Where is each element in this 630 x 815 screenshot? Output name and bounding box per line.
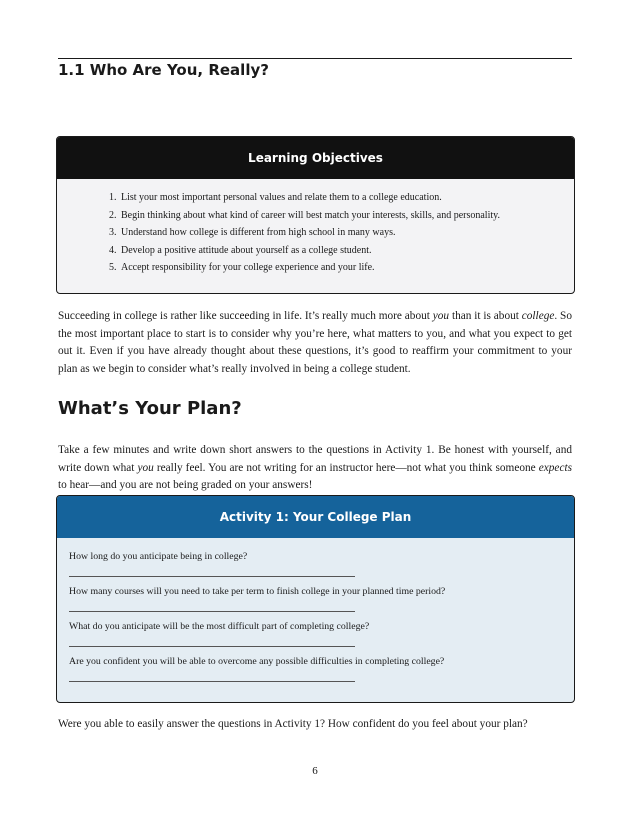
intro-emphasis: college xyxy=(521,310,555,322)
intro-text: . So the most important place to start is to consider why you’re here, what matters to you, and what you expect to get out it. Even if you have already thought about these questions, it’s good to reaffirm your commitment to your plan as we begin to consider what’s really involved in being a college student. xyxy=(58,310,572,375)
closing-paragraph: Were you able to easily answer the questions in Activity 1? How confident do you feel about your plan? xyxy=(58,718,528,730)
plan-emphasis: expects xyxy=(538,461,572,474)
question-item xyxy=(69,651,574,686)
objective-item: 4. Develop a positive attitude about yourself as a college student. xyxy=(119,242,574,260)
question-item xyxy=(69,581,574,616)
question-text: Are you confident you will be able to overcome any possible difficulties in completing college? xyxy=(69,656,445,667)
question-item xyxy=(69,546,574,581)
question-text: What do you anticipate will be the most difficult part of completing college? xyxy=(69,621,370,632)
activity-box xyxy=(56,495,575,703)
objective-item: 1. List your most important personal values and relate them to a college education. xyxy=(119,189,574,207)
intro-text: than it is about xyxy=(449,310,522,322)
answer-line[interactable] xyxy=(69,681,355,682)
learning-objectives-heading: Learning Objectives xyxy=(57,137,574,179)
question-text: How long do you anticipate being in college? xyxy=(69,551,248,562)
answer-line[interactable] xyxy=(69,611,355,612)
plan-heading: What’s Your Plan? xyxy=(58,398,242,419)
plan-emphasis: you xyxy=(137,461,154,474)
activity-heading: Activity 1: Your College Plan xyxy=(57,496,574,538)
plan-text: really feel. You are not writing for an instructor here—not what you think someone xyxy=(153,461,539,474)
intro-text: Succeeding in college is rather like succeeding in life. It’s really much more about xyxy=(58,310,433,322)
objective-item: 2. Begin thinking about what kind of career will best match your interests, skills, and personality. xyxy=(119,207,574,225)
objective-item: 5. Accept responsibility for your college experience and your life. xyxy=(119,259,574,277)
objective-item: 3. Understand how college is different from high school in many ways. xyxy=(119,224,574,242)
question-item xyxy=(69,616,574,651)
plan-paragraph xyxy=(58,442,572,495)
objectives-list xyxy=(57,189,574,277)
intro-paragraph xyxy=(58,308,572,378)
question-text: How many courses will you need to take per term to finish college in your planned time period? xyxy=(69,586,446,597)
answer-line[interactable] xyxy=(69,646,355,647)
plan-text: Take a few minutes and write down short answers to the questions in Activity 1. Be honest with yourself, and write down what xyxy=(58,444,572,474)
activity-questions xyxy=(57,538,574,686)
answer-line[interactable] xyxy=(69,576,355,577)
plan-text: to hear—and you are not being graded on your answers! xyxy=(58,479,313,491)
intro-emphasis: you xyxy=(432,310,450,322)
section-title: 1.1 Who Are You, Really? xyxy=(58,61,269,79)
learning-objectives-box xyxy=(56,136,575,294)
page-number: 6 xyxy=(312,765,318,777)
section-top-rule xyxy=(58,58,572,59)
